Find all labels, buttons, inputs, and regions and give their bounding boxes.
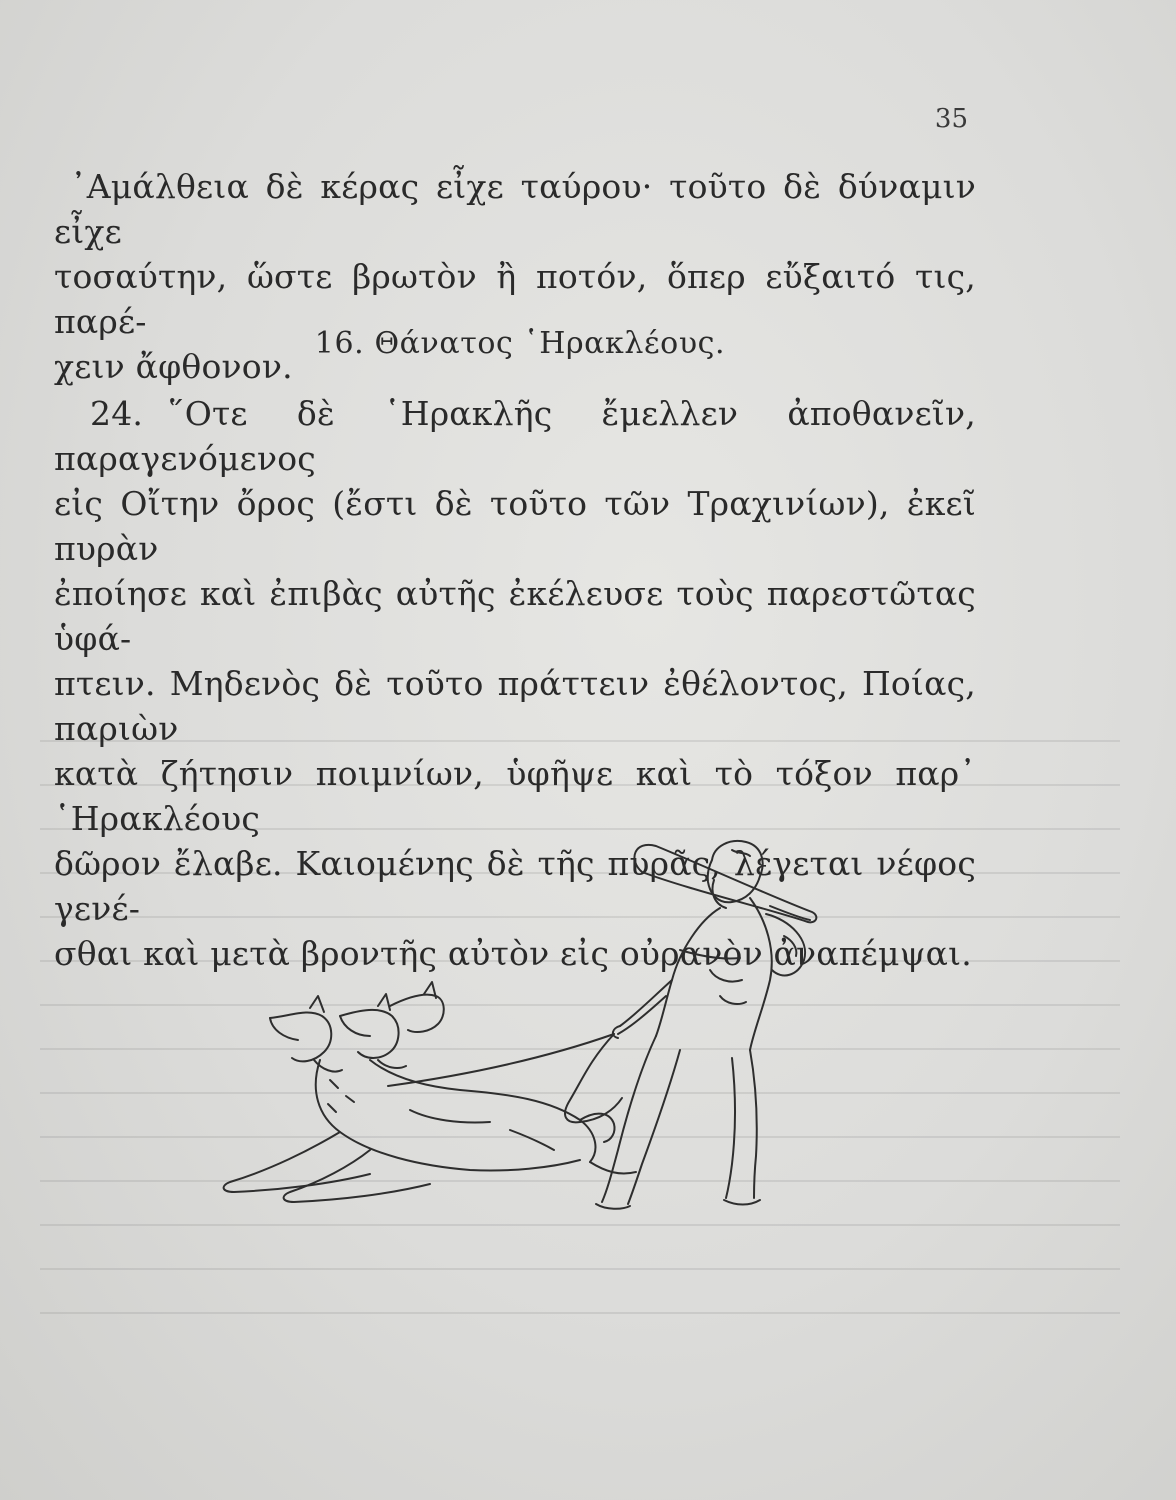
main-paragraph-line: ῞Οτε δὲ ῾Ηρακλῆς ἔμελλεν ἀποθανεῖν, παραγενόμενος (54, 394, 976, 478)
top-paragraph-line: χειν ἄφθονον. (54, 347, 293, 386)
page-number: 35 (934, 104, 968, 134)
main-paragraph-line: σθαι καὶ μετὰ βροντῆς αὐτὸν εἰς οὐρανὸν ἀναπέμψαι. (54, 934, 972, 973)
main-paragraph-line: κατὰ ζήτησιν ποιμνίων, ὑφῆψε καὶ τὸ τόξον παρ᾿ ῾Ηρακλέους (54, 754, 976, 838)
top-paragraph-line: ᾿Αμάλθεια δὲ κέρας εἶχε ταύρου· τοῦτο δὲ δύναμιν εἶχε (54, 167, 976, 251)
main-paragraph-line: δῶρον ἔλαβε. Καιομένης δὲ τῆς πυρᾶς, λέγεται νέφος γενέ- (54, 844, 976, 928)
main-paragraph-line: εἰς Οἴτην ὄρος (ἔστι δὲ τοῦτο τῶν Τραχινίων), ἐκεῖ πυρὰν (54, 484, 976, 568)
top-paragraph-line: τοσαύτην, ὥστε βρωτὸν ἢ ποτόν, ὅπερ εὔξαιτό τις, παρέ- (54, 257, 976, 341)
main-paragraph-line: ἐποίησε καὶ ἐπιβὰς αὐτῆς ἐκέλευσε τοὺς παρεστῶτας ὑφά- (54, 574, 976, 658)
paragraph-number: 24. (90, 394, 144, 433)
heracles-with-cerberus-illustration (210, 820, 850, 1220)
section-heading: 16. Θάνατος ῾Ηρακλέους. (314, 326, 726, 361)
main-paragraph-line: πτειν. Μηδενὸς δὲ τοῦτο πράττειν ἐθέλοντος, Ποίας, παριὼν (54, 664, 976, 748)
